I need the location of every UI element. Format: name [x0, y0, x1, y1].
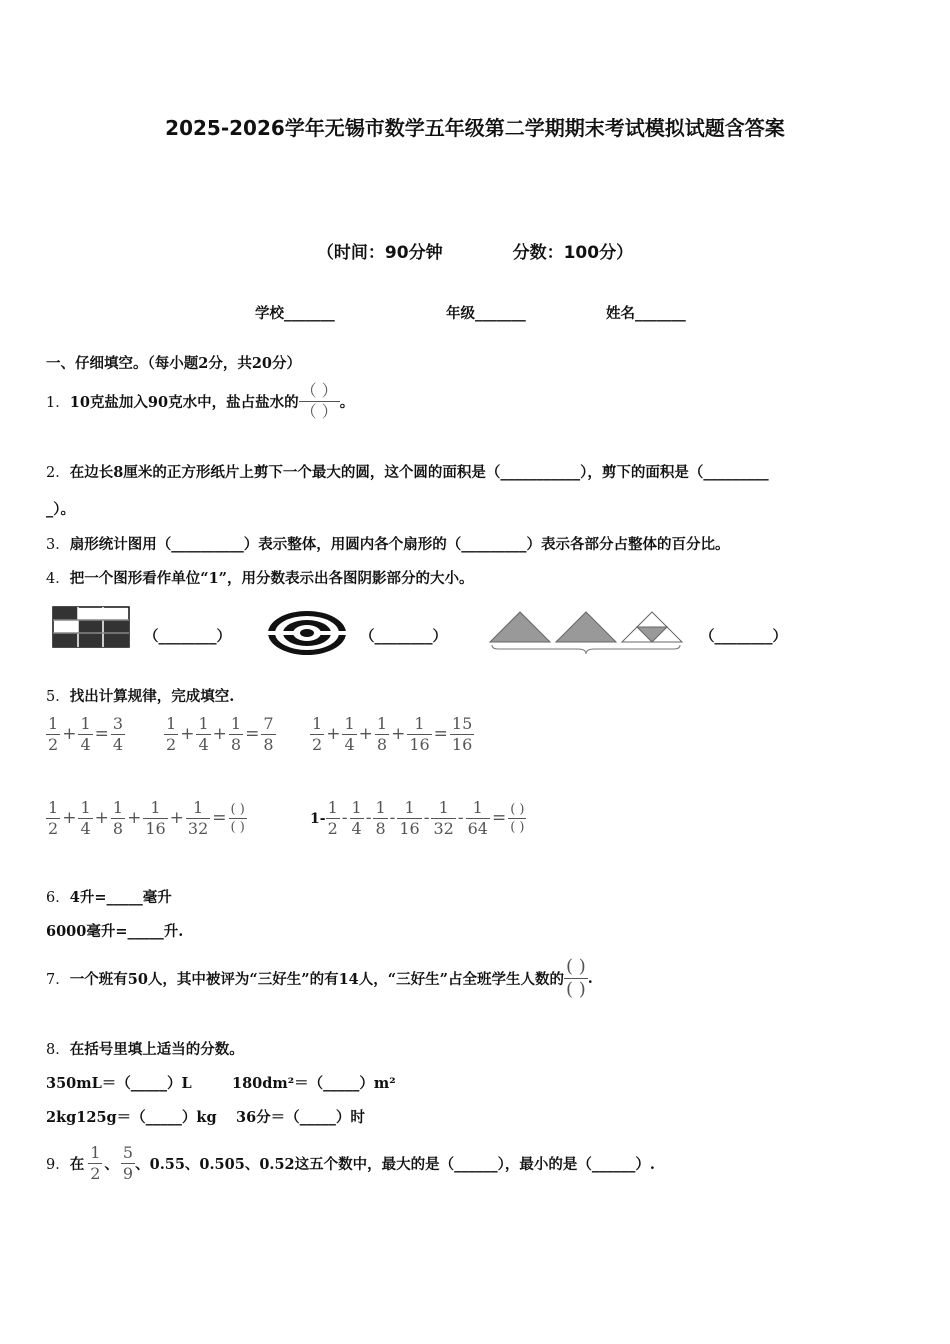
operator: -: [457, 808, 464, 828]
page-title: 2025-2026学年无锡市数学五年级第二学期期末考试模拟试题含答案: [165, 116, 785, 140]
fraction-numerator: ( ): [565, 955, 586, 977]
numerator: 1: [472, 798, 483, 817]
operator: -: [365, 808, 372, 828]
numerator: 1: [166, 714, 177, 733]
fraction: [407, 716, 431, 753]
numerator: 7: [263, 714, 274, 733]
score-total: 分数：100分）: [512, 243, 634, 263]
denominator: ( ): [230, 820, 245, 835]
question-9: [46, 1138, 655, 1188]
answer-blank[interactable]: （________）: [360, 628, 447, 645]
fraction: [375, 716, 389, 753]
operator: -: [389, 808, 396, 828]
operator: +: [358, 724, 373, 744]
numerator: 1: [438, 798, 449, 817]
numerator: 5: [122, 1142, 134, 1162]
numerator: 1: [404, 798, 415, 817]
answer-fraction[interactable]: [564, 955, 588, 1000]
series-sum-task: [46, 800, 247, 837]
fraction: [326, 800, 340, 837]
numerator: 1: [90, 1142, 101, 1162]
numerator: 1: [48, 714, 59, 733]
ring-figure: [266, 609, 348, 657]
numerator: 15: [451, 714, 473, 733]
operator: +: [180, 724, 195, 744]
section-heading: 一、仔细填空。（每小题2分，共20分）: [46, 355, 302, 372]
time-limit: （时间：90分钟: [316, 243, 443, 263]
numerator: 1: [414, 714, 425, 733]
fraction: [111, 800, 125, 837]
denominator: 2: [90, 1163, 101, 1183]
numerator: 3: [112, 714, 124, 733]
fraction: [143, 800, 167, 837]
school-field[interactable]: 学校_______: [255, 305, 335, 322]
denominator: 4: [80, 819, 91, 838]
series-example-2: [164, 716, 276, 753]
answer-fraction[interactable]: [299, 380, 340, 421]
separator: 、: [104, 1155, 119, 1173]
conversion-item[interactable]: 2kg125g＝（_____）kg: [46, 1109, 217, 1126]
answer-fraction[interactable]: [229, 803, 247, 834]
operator: =: [94, 724, 109, 744]
prefix: 1-: [310, 811, 326, 827]
answer-fraction[interactable]: [508, 803, 526, 834]
question-2: [46, 461, 769, 482]
question-6-line2: 6000毫升=_____升.: [46, 923, 184, 940]
question-number: 9．: [46, 1156, 70, 1173]
numerator: 1: [375, 798, 386, 817]
operator: =: [212, 808, 227, 828]
fraction: [450, 716, 474, 753]
grid-figure: [52, 606, 130, 648]
denominator: 16: [145, 819, 166, 838]
numerator: 1: [351, 798, 362, 817]
conversion-item[interactable]: 180dm²＝（_____）m²: [232, 1075, 396, 1092]
fraction: [310, 716, 324, 753]
denominator: 4: [80, 735, 91, 754]
question-text: 10克盐加入90克水中，盐占盐水的: [69, 393, 299, 411]
fraction: [431, 800, 455, 837]
denominator: 4: [344, 735, 355, 754]
operator: =: [245, 724, 260, 744]
question-2-cont: _）。: [46, 501, 75, 518]
operator: -: [423, 808, 430, 828]
question-number: 8．: [46, 1042, 70, 1058]
fraction: [78, 716, 92, 753]
fraction: [186, 800, 210, 837]
denominator: 32: [187, 819, 209, 838]
conversion-item[interactable]: 350mL＝（_____）L: [46, 1075, 192, 1092]
series-example-3: [310, 716, 474, 753]
numerator: 1: [80, 714, 91, 733]
fraction: [164, 716, 178, 753]
fraction: [261, 716, 275, 753]
denominator: 2: [312, 735, 323, 754]
fraction: [342, 716, 356, 753]
operator: +: [62, 808, 77, 828]
denominator: 4: [351, 819, 362, 838]
denominator: 2: [48, 735, 59, 754]
denominator: 16: [451, 735, 473, 754]
question-number: 4．: [46, 571, 70, 587]
denominator: 64: [467, 819, 488, 838]
fraction: [46, 800, 60, 837]
fraction: [78, 800, 92, 837]
fraction: [397, 800, 421, 837]
question-4: [46, 567, 474, 588]
question-text: 扇形统计图用（__________）表示整体，用圆内各个扇形的（_________）表示各部分占整体的百分比。: [69, 536, 730, 553]
series-example-1: [46, 716, 125, 753]
numerator: 1: [48, 798, 59, 817]
numerator: 1: [376, 714, 388, 733]
fraction: [121, 1142, 135, 1183]
denominator: 16: [409, 735, 430, 754]
denominator: ( ): [510, 820, 525, 835]
punctuation: 。: [339, 393, 355, 411]
question-text: 把一个图形看作单位“1”，用分数表示出各图阴影部分的大小。: [69, 570, 474, 587]
operator: +: [326, 724, 341, 744]
question-3: [46, 533, 729, 554]
denominator: 2: [48, 819, 59, 838]
fraction-denominator: （ ）: [300, 401, 338, 421]
operator: =: [491, 808, 507, 828]
operator: +: [127, 808, 142, 828]
conversion-item[interactable]: 36分＝（_____）时: [236, 1109, 365, 1126]
denominator: 9: [122, 1163, 134, 1183]
denominator: 4: [112, 735, 124, 754]
question-number: 1．: [46, 394, 70, 411]
numerator: ( ): [510, 802, 525, 817]
question-text: 在括号里填上适当的分数。: [69, 1041, 244, 1058]
operator: +: [94, 808, 109, 828]
fraction: [111, 716, 125, 753]
fraction-denominator: ( ): [565, 978, 586, 1000]
operator: -: [341, 808, 348, 828]
numerator: 1: [312, 714, 323, 733]
denominator: 2: [327, 819, 338, 838]
operator: +: [212, 724, 227, 744]
question-5: [46, 685, 234, 706]
series-diff-task: [310, 800, 526, 837]
answer-blank[interactable]: （________）: [144, 628, 231, 645]
operator: +: [169, 808, 184, 828]
numerator: 1: [230, 714, 242, 733]
question-number: 6．: [46, 890, 70, 906]
fraction: [46, 716, 60, 753]
triangle-figure: [488, 609, 684, 655]
denominator: 8: [112, 819, 124, 838]
question-1: [46, 376, 354, 426]
punctuation: .: [587, 969, 593, 987]
numerator: 1: [112, 798, 124, 817]
fraction: [88, 1142, 102, 1183]
denominator: 8: [375, 819, 386, 838]
numerator: 1: [193, 798, 204, 817]
numerator: 1: [327, 798, 338, 817]
question-number: 7．: [46, 971, 70, 988]
question-6: [46, 886, 172, 907]
name-field[interactable]: 姓名_______: [606, 305, 686, 322]
numerator: ( ): [230, 802, 245, 817]
denominator: 16: [399, 819, 420, 838]
question-text: 4升=_____毫升: [69, 889, 172, 906]
denominator: 32: [433, 819, 454, 838]
denominator: 2: [166, 735, 177, 754]
operator: =: [433, 724, 448, 744]
fraction-numerator: （ ）: [300, 380, 338, 400]
numerator: 1: [198, 714, 209, 733]
operator: +: [391, 724, 406, 744]
exam-meta: [0, 238, 950, 263]
numerator: 1: [150, 798, 161, 817]
answer-blank[interactable]: （________）: [700, 628, 787, 645]
operator: +: [62, 724, 77, 744]
question-text: 找出计算规律，完成填空.: [69, 688, 235, 705]
question-8: [46, 1038, 244, 1059]
question-text: 在边长8厘米的正方形纸片上剪下一个最大的圆，这个圆的面积是（___________），剪下的面积是（_________: [69, 464, 769, 481]
fraction: [466, 800, 490, 837]
question-number: 2．: [46, 465, 70, 481]
numerator: 1: [344, 714, 355, 733]
question-text: 一个班有50人，其中被评为“三好生”的有14人，“三好生”占全班学生人数的: [69, 970, 564, 988]
fraction: [196, 716, 210, 753]
numerator: 1: [80, 798, 91, 817]
denominator: 8: [230, 735, 242, 754]
denominator: 8: [263, 735, 274, 754]
denominator: 4: [198, 735, 209, 754]
question-number: 5．: [46, 689, 70, 705]
question-text: 、0.55、0.505、0.52这五个数中，最大的是（______），最小的是（______）.: [135, 1155, 655, 1173]
question-text: 在: [69, 1155, 85, 1173]
question-7: [46, 950, 593, 1006]
fraction: [373, 800, 387, 837]
fraction: [350, 800, 364, 837]
denominator: 8: [376, 735, 388, 754]
fraction: [229, 716, 243, 753]
grade-field[interactable]: 年级_______: [446, 305, 526, 322]
question-number: 3．: [46, 537, 70, 553]
